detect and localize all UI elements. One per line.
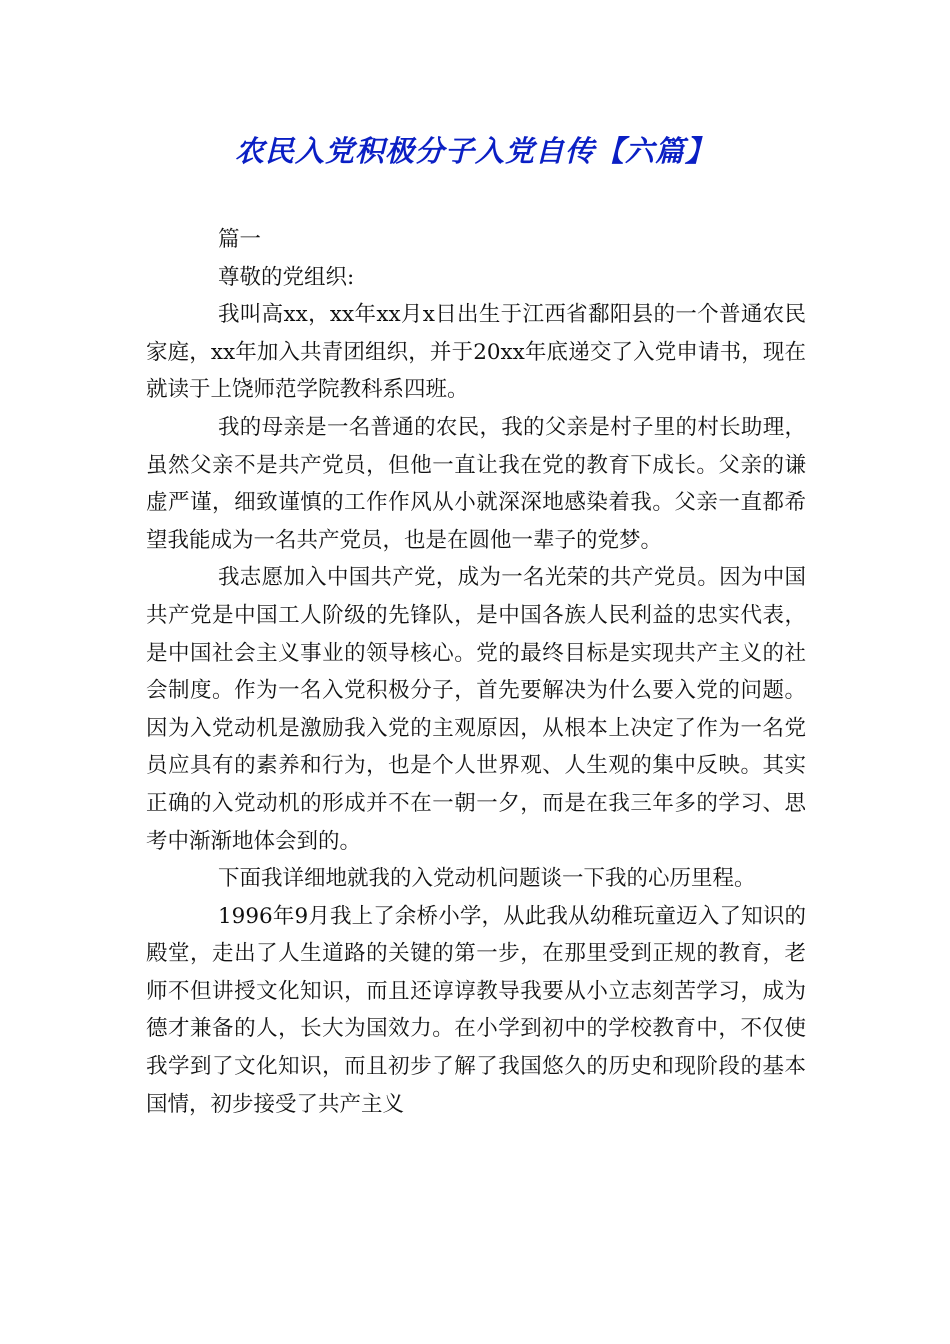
paragraph: 我的母亲是一名普通的农民，我的父亲是村子里的村长助理，虽然父亲不是共产党员，但他一直让我在党的教育下成长。父亲的谦虚严谨，细致谨慎的工作作风从小就深深地感染着我。父亲一直都希望我能成为一名共产党员，也是在圆他一辈子的党梦。 (146, 414, 806, 553)
paragraph: 下面我详细地就我的入党动机问题谈一下我的心历里程。 (218, 866, 756, 892)
section-heading: 篇一 (218, 227, 262, 252)
document-title: 农民入党积极分子入党自传【六篇】 (234, 134, 715, 168)
salutation: 尊敬的党组织: (218, 264, 355, 290)
paragraph: 我志愿加入中国共产党，成为一名光荣的共产党员。因为中国共产党是中国工人阶级的先锋队，是中国各族人民利益的忠实代表，是中国社会主义事业的领导核心。党的最终目标是实现共产主义的社会制度。作为一名入党积极分子，首先要解决为什么要入党的问题。因为入党动机是激励我入党的主观原因，从根本上决定了作为一名党员应具有的素养和行为，也是个人世界观、人生观的集中反映。其实正确的入党动机的形成并不在一朝一夕，而是在我三年多的学习、思考中渐渐地体会到的。 (146, 565, 806, 854)
document-body (146, 221, 806, 1123)
paragraph: 我叫高xx，xx年xx月x日出生于江西省鄱阳县的一个普通农民家庭，xx年加入共青团组织，并于20xx年底递交了入党申请书，现在就读于上饶师范学院教科系四班。 (146, 302, 806, 403)
paragraph: 1996年9月我上了余桥小学，从此我从幼稚玩童迈入了知识的殿堂，走出了人生道路的关键的第一步，在那里受到正规的教育，老师不但讲授文化知识，而且还谆谆教导我要从小立志刻苦学习，成为德才兼备的人，长大为国效力。在小学到初中的学校教育中，不仅使我学到了文化知识，而且初步了解了我国悠久的历史和现阶段的基本国情，初步接受了共产主义 (146, 903, 806, 1117)
